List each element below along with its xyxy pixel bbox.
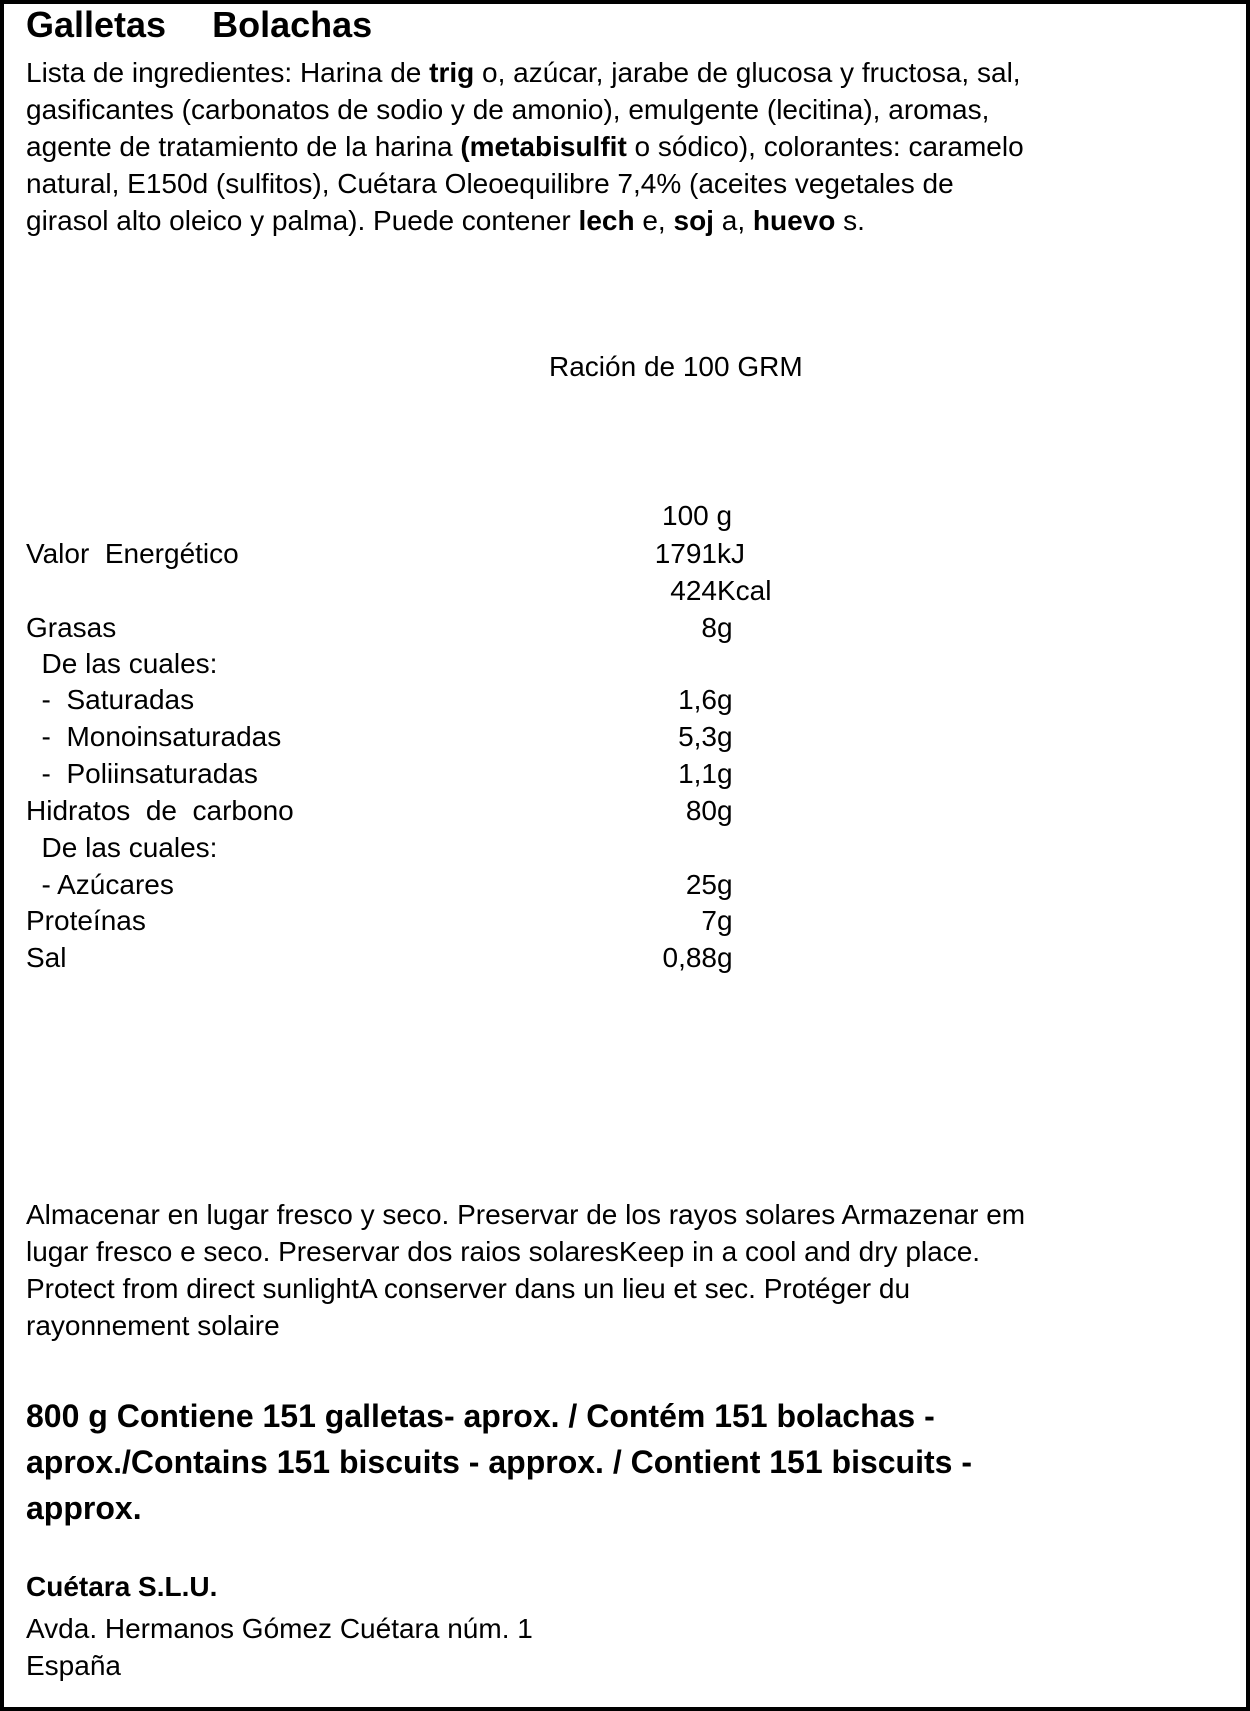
ingredients-text: agente de tratamiento de la harina <box>26 131 461 162</box>
ingredients-text: girasol alto oleico y palma). Puede contener <box>26 205 579 236</box>
nutrient-label: Grasas <box>26 612 117 643</box>
nutrient-label: Sal <box>26 942 67 973</box>
nutrient-unit: Kcal <box>717 575 772 606</box>
ingredients-line <box>26 54 1024 91</box>
nutrient-unit: g <box>717 721 733 752</box>
nutrition-row <box>0 645 1250 682</box>
nutrient-value: 424 <box>670 575 717 606</box>
nutrient-value: 8 <box>701 612 717 643</box>
package-contents <box>26 1393 972 1531</box>
nutrition-row <box>0 939 1250 976</box>
nutrient-label: - Saturadas <box>26 684 195 715</box>
nutrient-unit: g <box>717 869 733 900</box>
nutrient-value: 1791 <box>654 538 717 569</box>
nutrition-row <box>0 792 1250 829</box>
nutrient-label: - Azúcares <box>26 869 174 900</box>
allergen-text: trig <box>429 57 475 88</box>
nutrient-value: 1,1 <box>678 758 717 789</box>
nutrition-row <box>0 535 1250 572</box>
nutrition-row <box>0 609 1250 646</box>
title-spanish: Galletas <box>26 4 167 45</box>
storage-line: lugar fresco e seco. Preservar dos raios solaresKeep in a cool and dry place. <box>26 1236 981 1267</box>
nutrient-unit: g <box>717 758 733 789</box>
storage-line: rayonnement solaire <box>26 1310 280 1341</box>
storage-line: Almacenar en lugar fresco y seco. Preservar de los rayos solares Armazenar em <box>26 1199 1026 1230</box>
ingredients-text: natural, E150d (sulfitos), Cuétara Oleoequilibre 7,4% (aceites vegetales de <box>26 168 954 199</box>
manufacturer-name: Cuétara S.L.U. <box>26 1571 218 1602</box>
allergen-text: (metabisulfit <box>460 131 627 162</box>
nutrient-unit: g <box>717 905 733 936</box>
nutrition-row <box>0 718 1250 755</box>
nutrient-value: 80 <box>685 795 717 826</box>
ingredients-line <box>26 165 1024 202</box>
ingredients-line <box>26 128 1024 165</box>
allergen-text: soj <box>673 205 714 236</box>
nutrition-row <box>0 866 1250 903</box>
ingredients-text: o sódico), colorantes: caramelo <box>626 131 1024 162</box>
nutrient-unit: g <box>717 942 733 973</box>
nutrition-row <box>0 755 1250 792</box>
nutrition-column-header: 100 g <box>662 500 733 531</box>
serving-size: Ración de 100 GRM <box>549 351 803 382</box>
nutrition-row <box>0 902 1250 939</box>
title-portuguese: Bolachas <box>212 4 373 45</box>
nutrient-label: De las cuales: <box>26 648 218 679</box>
nutrition-row <box>0 829 1250 866</box>
nutrient-label: De las cuales: <box>26 832 218 863</box>
storage-line: Protect from direct sunlightA conserver dans un lieu et sec. Protéger du <box>26 1273 911 1304</box>
nutrient-unit: g <box>717 612 733 643</box>
nutrient-unit: g <box>717 795 733 826</box>
nutrient-label: Proteínas <box>26 905 146 936</box>
ingredients-text: a, <box>713 205 753 236</box>
ingredients-text: e, <box>634 205 674 236</box>
nutrient-label: - Poliinsaturadas <box>26 758 258 789</box>
ingredients-list <box>26 54 1024 239</box>
nutrient-label: - Monoinsaturadas <box>26 721 282 752</box>
nutrition-column-header-row <box>0 497 1250 534</box>
nutrition-row <box>0 681 1250 718</box>
nutrient-value: 5,3 <box>678 721 717 752</box>
ingredients-text: s. <box>835 205 865 236</box>
ingredients-text: o, azúcar, jarabe de glucosa y fructosa, sal, <box>474 57 1021 88</box>
ingredients-line <box>26 202 1024 239</box>
nutrient-unit: g <box>717 684 733 715</box>
storage-instructions <box>26 1196 1025 1344</box>
ingredients-line <box>26 91 1024 128</box>
nutrient-value: 25 <box>685 869 717 900</box>
product-title <box>26 3 372 47</box>
contents-line: approx. <box>26 1490 142 1526</box>
manufacturer-country: España <box>26 1650 121 1681</box>
allergen-text: huevo <box>752 205 836 236</box>
nutrition-row <box>0 572 1250 609</box>
contents-line: aprox./Contains 151 biscuits - approx. / Contient 151 biscuits - <box>26 1444 972 1480</box>
nutrient-label: Valor Energético <box>26 538 239 569</box>
ingredients-text: Lista de ingredientes: Harina de <box>26 57 430 88</box>
nutrient-label: Hidratos de carbono <box>26 795 294 826</box>
contents-line: 800 g Contiene 151 galletas- aprox. / Contém 151 bolachas - <box>26 1398 935 1434</box>
nutrient-value: 7 <box>701 905 717 936</box>
allergen-text: lech <box>578 205 635 236</box>
manufacturer-address: Avda. Hermanos Gómez Cuétara núm. 1 <box>26 1613 533 1644</box>
nutrient-unit: kJ <box>717 538 745 569</box>
nutrient-value: 1,6 <box>678 684 717 715</box>
ingredients-text: gasificantes (carbonatos de sodio y de amonio), emulgente (lecitina), aromas, <box>26 94 990 125</box>
nutrient-value: 0,88 <box>662 942 717 973</box>
